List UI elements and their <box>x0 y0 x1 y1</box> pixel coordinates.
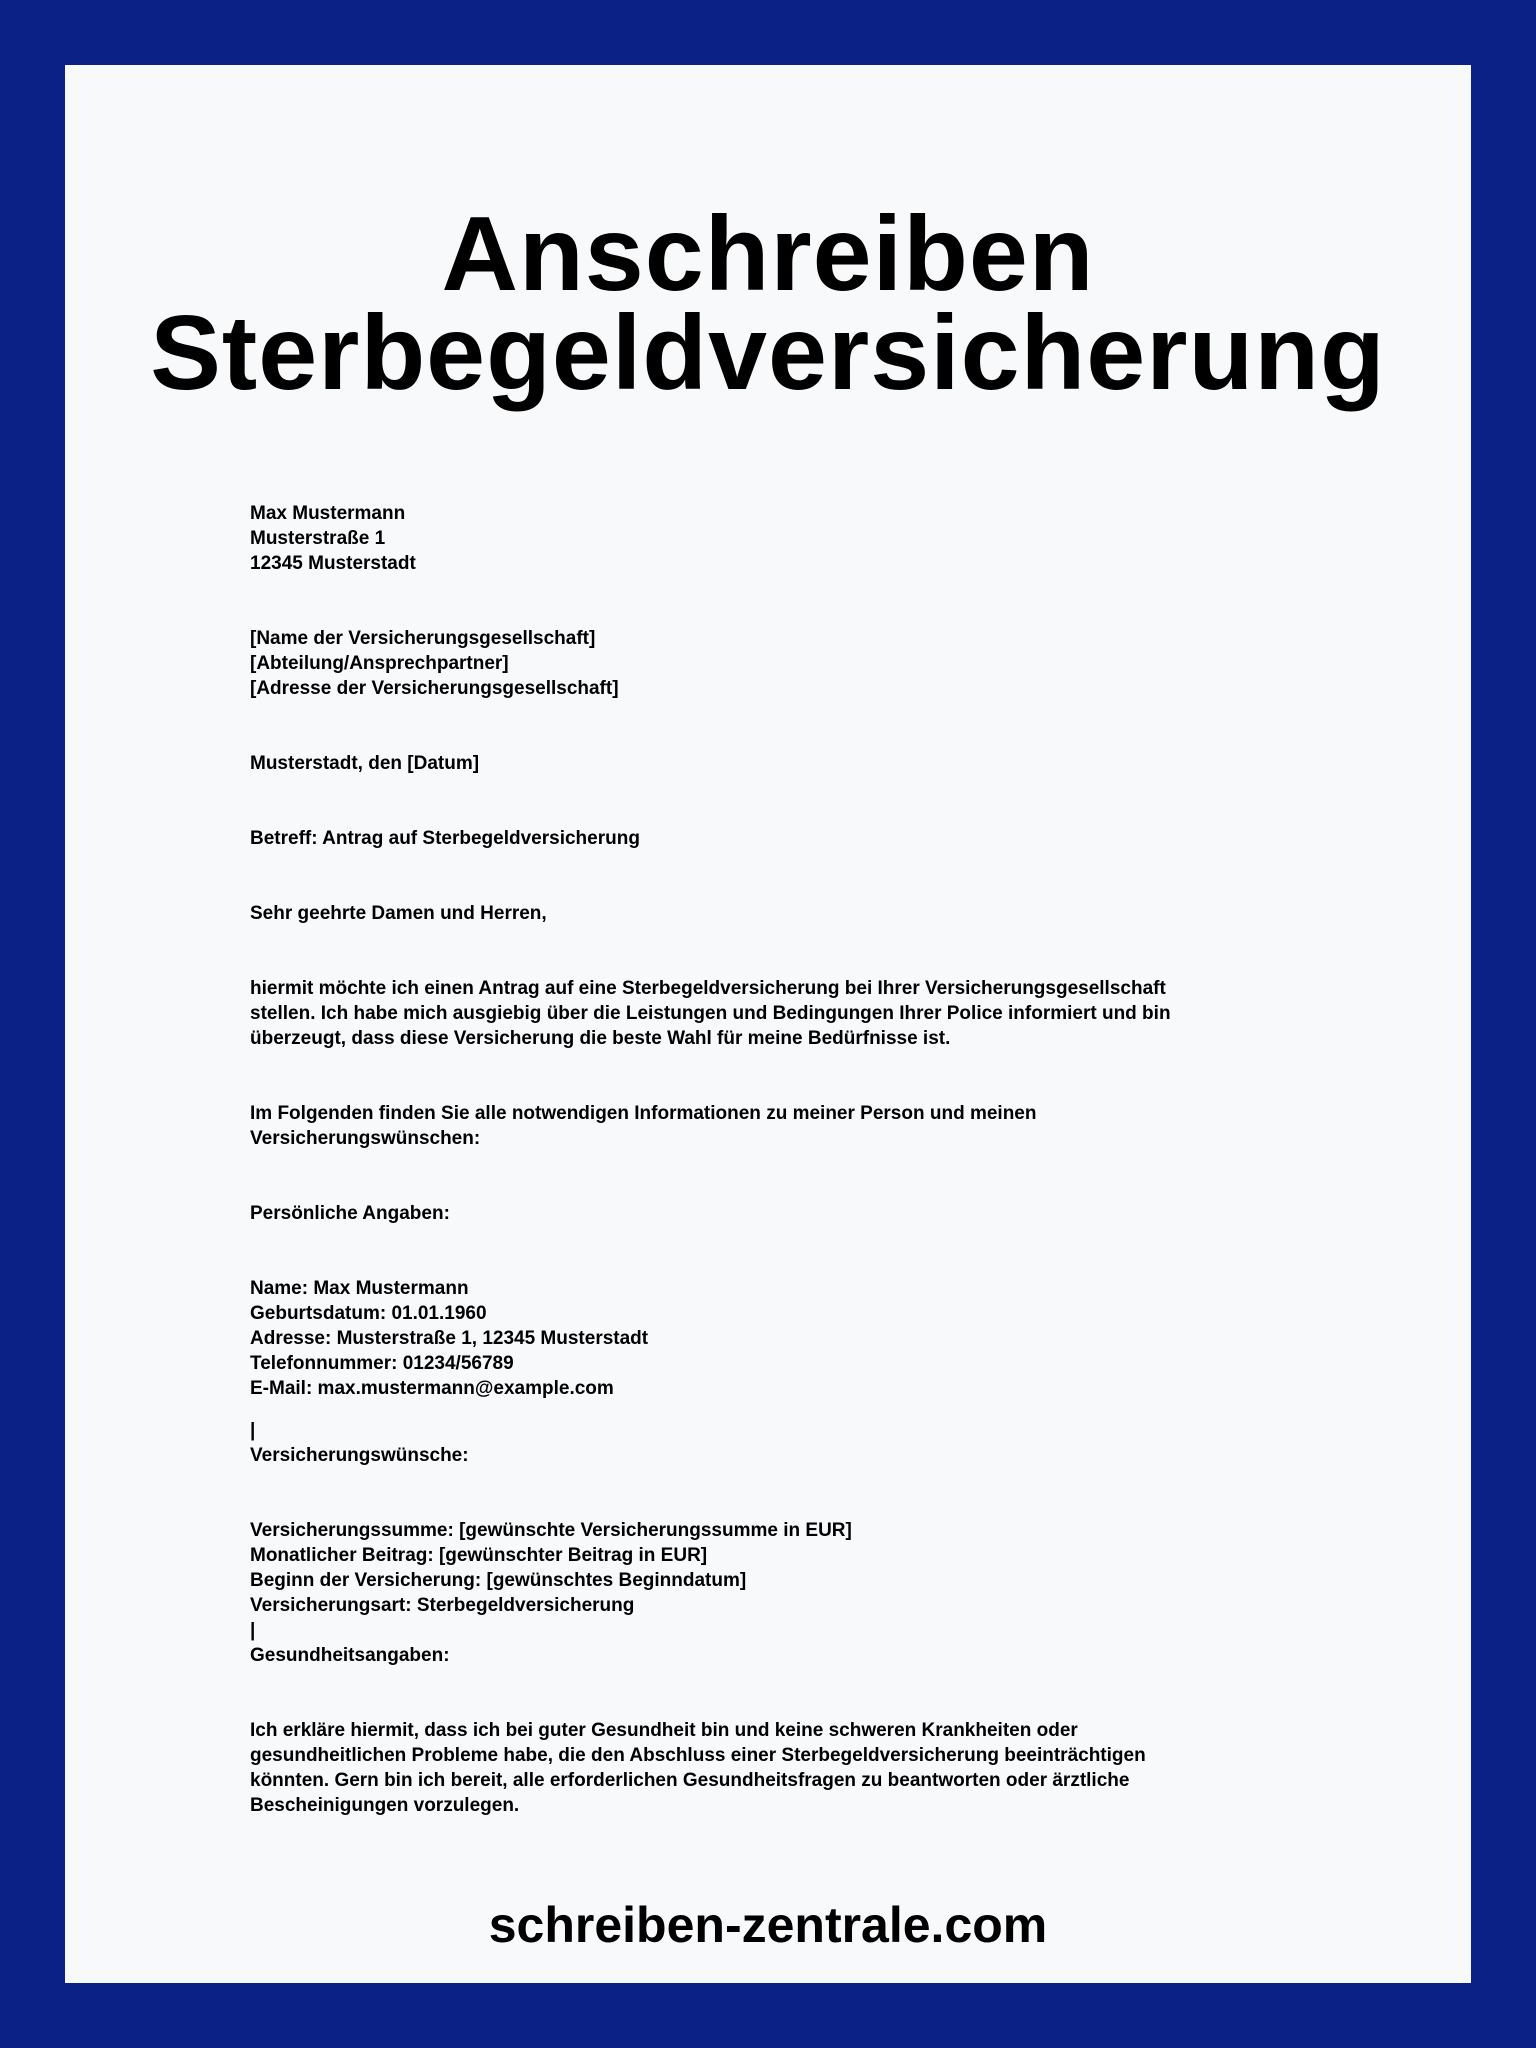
personal-details <box>250 1276 1300 1401</box>
wishes-heading: Versicherungswünsche: <box>250 1445 469 1466</box>
wish-start-date: Beginn der Versicherung: [gewünschtes Beginndatum] <box>250 1570 747 1591</box>
personal-detail-address: Adresse: Musterstraße 1, 12345 Musterstadt <box>250 1328 649 1349</box>
footer-website: schreiben-zentrale.com <box>488 1897 1048 1953</box>
recipient-block <box>250 626 1300 701</box>
personal-detail-email: E-Mail: max.mustermann@example.com <box>250 1378 614 1399</box>
personal-heading: Persönliche Angaben: <box>250 1203 450 1224</box>
sender-name: Max Mustermann <box>250 503 406 524</box>
intro-line: stellen. Ich habe mich ausgiebig über die Leistungen und Bedingungen Ihrer Police informiert und bin <box>250 1003 1171 1024</box>
recipient-company: [Name der Versicherungsgesellschaft] <box>250 628 596 649</box>
personal-detail-name: Name: Max Mustermann <box>250 1278 469 1299</box>
following-paragraph <box>250 1101 1300 1151</box>
intro-line: überzeugt, dass diese Versicherung die beste Wahl für meine Bedürfnisse ist. <box>250 1028 951 1049</box>
separator: | <box>250 1420 256 1441</box>
sender-city: 12345 Musterstadt <box>250 553 416 574</box>
personal-detail-phone: Telefonnummer: 01234/56789 <box>250 1353 514 1374</box>
document-page <box>65 65 1471 1983</box>
health-line: gesundheitlichen Probleme habe, die den Abschluss einer Sterbegeldversicherung beeinträchtigen <box>250 1745 1146 1766</box>
health-heading: Gesundheitsangaben: <box>250 1645 450 1666</box>
salutation: Sehr geehrte Damen und Herren, <box>250 903 547 924</box>
wish-monthly-fee: Monatlicher Beitrag: [gewünschter Beitrag in EUR] <box>250 1545 708 1566</box>
recipient-department: [Abteilung/Ansprechpartner] <box>250 653 509 674</box>
place-date: Musterstadt, den [Datum] <box>250 753 480 774</box>
wishes-details <box>250 1518 1300 1618</box>
personal-detail-birthdate: Geburtsdatum: 01.01.1960 <box>250 1303 487 1324</box>
sender-street: Musterstraße 1 <box>250 528 386 549</box>
letter-body <box>250 501 1300 1818</box>
subject-line: Betreff: Antrag auf Sterbegeldversicherung <box>250 828 640 849</box>
title-line-2: Sterbegeldversicherung <box>150 294 1386 412</box>
recipient-address: [Adresse der Versicherungsgesellschaft] <box>250 678 619 699</box>
following-line: Versicherungswünschen: <box>250 1128 481 1149</box>
wish-sum: Versicherungssumme: [gewünschte Versicherungssumme in EUR] <box>250 1520 852 1541</box>
title-line-1: Anschreiben <box>441 195 1095 313</box>
following-line: Im Folgenden finden Sie alle notwendigen Informationen zu meiner Person und meinen <box>250 1103 1037 1124</box>
document-title <box>65 195 1471 412</box>
health-paragraph <box>250 1718 1300 1818</box>
intro-line: hiermit möchte ich einen Antrag auf eine Sterbegeldversicherung bei Ihrer Versicherungsgesellschaft <box>250 978 1166 999</box>
separator: | <box>250 1620 256 1641</box>
wish-type: Versicherungsart: Sterbegeldversicherung <box>250 1595 635 1616</box>
intro-paragraph <box>250 976 1300 1051</box>
sender-block <box>250 501 1300 576</box>
health-line: Bescheinigungen vorzulegen. <box>250 1795 520 1816</box>
health-line: Ich erkläre hiermit, dass ich bei guter Gesundheit bin und keine schweren Krankheiten oder <box>250 1720 1078 1741</box>
health-line: könnten. Gern bin ich bereit, alle erforderlichen Gesundheitsfragen zu beantworten oder ärztliche <box>250 1770 1130 1791</box>
